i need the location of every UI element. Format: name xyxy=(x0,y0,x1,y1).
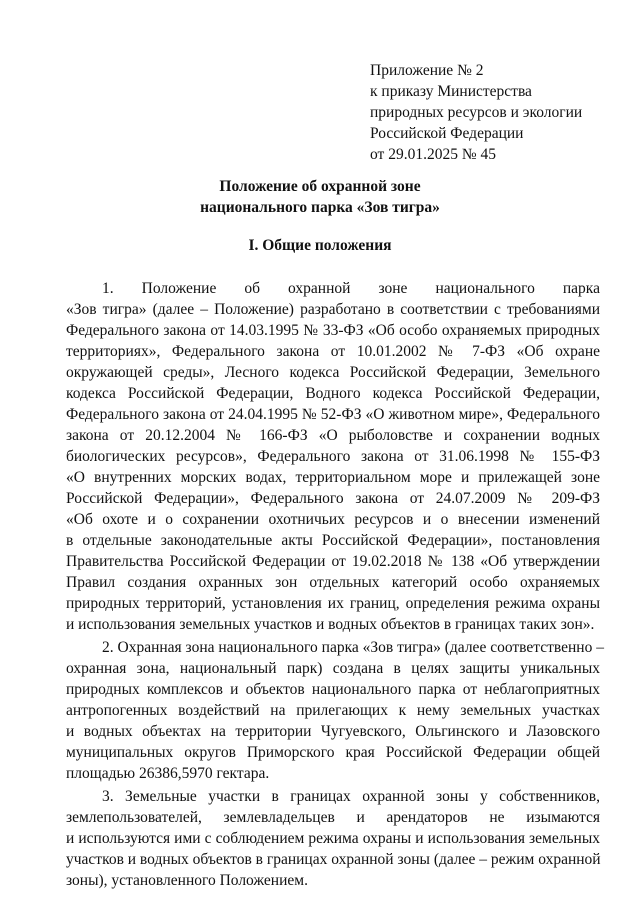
text-line: закона от 20.12.2004 № 166-ФЗ «О рыболовстве и сохранении водных xyxy=(66,427,600,444)
text-line: зоны), установленного Положением. xyxy=(66,872,308,889)
text-line: «Об охоте и о сохранении охотничьих ресурсов и о внесении изменений xyxy=(66,511,600,528)
annex-date-line: от 29.01.2025 № 45 xyxy=(370,146,496,163)
text-line: площадью 26386,5970 гектара. xyxy=(66,765,270,782)
annex-number: Приложение № 2 xyxy=(370,62,484,79)
text-line: Правил создания охранных зон отдельных категорий особо охраняемых xyxy=(66,574,600,591)
text-line: антропогенных воздействий на прилегающих к нему земельных участках xyxy=(66,702,600,719)
document-body xyxy=(66,278,604,893)
paragraph-1 xyxy=(66,278,600,635)
text-line: окружающей среды», Лесного кодекса Российской Федерации, Земельного xyxy=(66,364,600,381)
text-line: землепользователей, землевладельцев и арендаторов не изымаются xyxy=(66,809,600,826)
text-line: 1. Положение об охранной зоне национального парка xyxy=(102,280,600,297)
annex-country-line: Российской Федерации xyxy=(370,125,524,142)
text-line: Федерального закона от 14.03.1995 № 33-ФЗ «Об особо охраняемых природных xyxy=(66,322,600,339)
annex-block xyxy=(370,60,582,165)
text-line: в отдельные законодательные акты Российской Федерации», постановления xyxy=(66,532,600,549)
document-title xyxy=(0,176,640,218)
section-heading: I. Общие положения xyxy=(248,237,392,254)
text-line: и используются ими с соблюдением режима охраны и использования земельных xyxy=(66,830,600,847)
text-line: территориях», Федерального закона от 10.01.2002 № 7-ФЗ «Об охране xyxy=(66,343,600,360)
text-line: кодекса Российской Федерации, Водного кодекса Российской Федерации, xyxy=(66,385,600,402)
document-title-line-1: Положение об охранной зоне xyxy=(219,178,421,195)
text-line: природных территорий, установления их границ, определения режима охраны xyxy=(66,595,600,612)
annex-ministry-line: природных ресурсов и экологии xyxy=(370,104,583,121)
text-line: Правительства Российской Федерации от 19.02.2018 № 138 «Об утверждении xyxy=(66,553,600,570)
text-line: биологических ресурсов», Федерального закона от 31.06.1998 № 155-ФЗ xyxy=(66,448,600,465)
paragraph-3 xyxy=(66,786,600,891)
text-line: охранная зона, национальный парк) создана в целях защиты уникальных xyxy=(66,660,600,677)
text-line: «Зов тигра» (далее – Положение) разработано в соответствии с требованиями xyxy=(66,301,600,318)
paragraph-2 xyxy=(66,637,604,784)
text-line: Федерального закона от 24.04.1995 № 52-ФЗ «О животном мире», Федерального xyxy=(66,406,600,423)
text-line: 3. Земельные участки в границах охранной зоны у собственников, xyxy=(102,788,600,805)
text-line: и водных объектах на территории Чугуевского, Ольгинского и Лазовского xyxy=(66,723,600,740)
text-line: муниципальных округов Приморского края Российской Федерации общей xyxy=(66,744,600,761)
text-line: участков и водных объектов в границах охранной зоны (далее – режим охранной xyxy=(66,851,601,868)
document-title-line-2: национального парка «Зов тигра» xyxy=(200,199,440,216)
annex-order-line: к приказу Министерства xyxy=(370,83,532,100)
text-line: 2. Охранная зона национального парка «Зов тигра» (далее соответственно – xyxy=(102,639,604,656)
text-line: и использования земельных участков и водных объектов в границах таких зон». xyxy=(66,616,595,633)
text-line: «О внутренних морских водах, территориальном море и прилежащей зоне xyxy=(66,469,600,486)
text-line: природных комплексов и объектов национального парка от неблагоприятных xyxy=(66,681,600,698)
text-line: Российской Федерации», Федерального закона от 24.07.2009 № 209-ФЗ xyxy=(66,490,600,507)
